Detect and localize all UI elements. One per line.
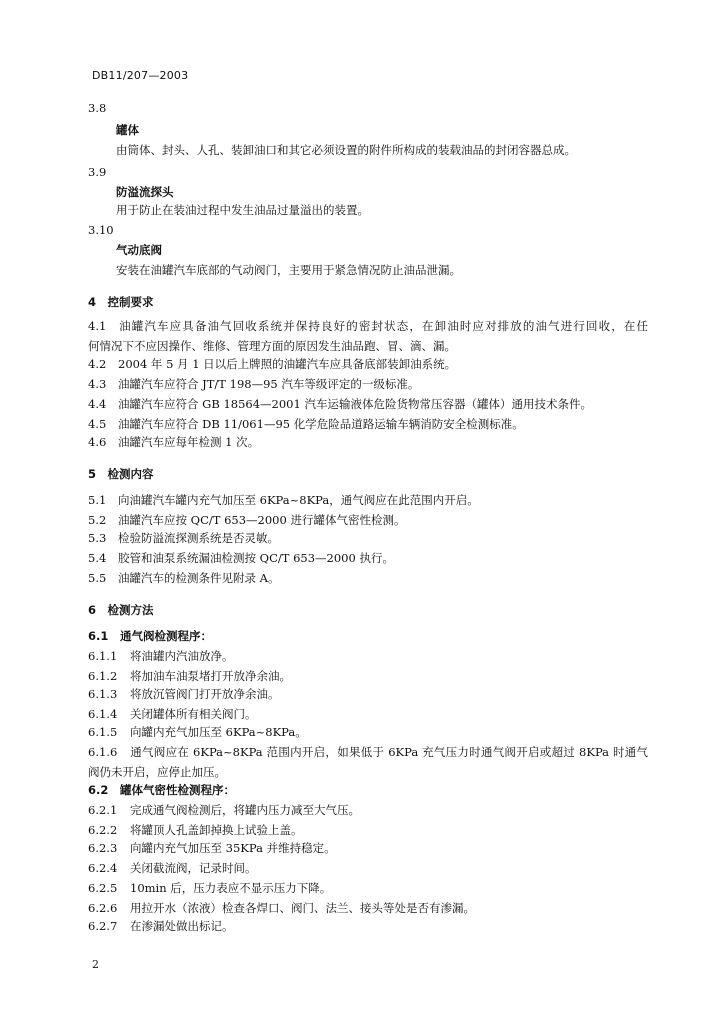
- clause-line: [88, 434, 259, 450]
- clause-number: 6.2.1: [88, 803, 118, 817]
- clause-number: 6.2.2: [88, 823, 118, 837]
- clause-line: [88, 802, 360, 818]
- section-heading: 4 控制要求: [88, 295, 154, 309]
- clause-text: 用拉开水（浓液）检查各焊口、阀门、法兰、接头等处是否有渗漏。: [130, 901, 475, 915]
- clause-text: 2004 年 5 月 1 日以后上牌照的油罐汽车应具备底部装卸油系统。: [118, 357, 457, 371]
- clause-paragraph: [88, 744, 648, 760]
- clause-text: 油罐汽车应具备油气回收系统并保持良好的密封状态，在卸油时应对排放的油气进行回收，在任: [118, 319, 648, 333]
- term-definition: 由筒体、封头、人孔、装卸油口和其它必须设置的附件所构成的装载油品的封闭容器总成。: [116, 143, 576, 157]
- subsection-heading: [88, 628, 212, 644]
- clause-number: 5.5: [88, 571, 107, 585]
- clause-paragraph: [88, 318, 648, 334]
- clause-text: 油罐汽车应符合 GB 18564—2001 汽车运输液体危险货物常压容器（罐体）通用技术条件。: [118, 397, 592, 411]
- clause-text: 向油罐汽车罐内充气加压至 6KPa~8KPa，通气阀应在此范围内开启。: [118, 493, 479, 507]
- clause-number: 6.1.2: [88, 669, 118, 683]
- clause-text: 油罐汽车应每年检测 1 次。: [118, 435, 260, 449]
- clause-text: 胶管和油泵系统漏油检测按 QC/T 653—2000 执行。: [118, 551, 394, 565]
- clause-number: 6.1.3: [88, 687, 118, 701]
- clause-line: [88, 648, 234, 664]
- clause-number: 4.2: [88, 357, 107, 371]
- clause-number: 5.4: [88, 551, 107, 565]
- term-title: 气动底阀: [116, 243, 162, 257]
- clause-number: 4.6: [88, 435, 107, 449]
- clause-text: 通气阀应在 6KPa~8KPa 范围内开启，如果低于 6KPa 充气压力时通气阀开启或超过 8KPa 时通气: [130, 745, 648, 759]
- clause-number: 5.2: [88, 513, 107, 527]
- clause-number: 3.9: [88, 165, 107, 179]
- clause-line: [88, 668, 291, 684]
- clause-text: 10min 后，压力表应不显示压力下降。: [130, 881, 332, 895]
- clause-text: 将放沉管阀门打开放净余油。: [130, 687, 280, 701]
- clause-line: [88, 416, 524, 432]
- term-definition: 安装在油罐汽车底部的气动阀门，主要用于紧急情况防止油品泄漏。: [116, 263, 461, 277]
- clause-line: [88, 570, 279, 586]
- clause-number: 5.3: [88, 531, 107, 545]
- clause-line: [88, 356, 456, 372]
- clause-number: 4.4: [88, 397, 107, 411]
- clause-continuation: 何情况下不应因操作、维修、管理方面的原因发生油品跑、冒、滴、漏。: [88, 339, 456, 353]
- clause-number: 3.10: [88, 223, 114, 237]
- clause-number: 6.2.7: [88, 919, 118, 933]
- clause-text: 关闭罐体所有相关阀门。: [130, 707, 257, 721]
- clause-number: 6.2: [88, 783, 109, 797]
- clause-text: 在渗漏处做出标记。: [130, 919, 234, 933]
- clause-line: [88, 822, 303, 838]
- clause-line: [88, 686, 280, 702]
- clause-number: 6.2.4: [88, 861, 118, 875]
- subsection-heading: [88, 782, 235, 798]
- clause-line: [88, 880, 331, 896]
- clause-number: 6.2.5: [88, 881, 118, 895]
- clause-continuation: 阀仍未开启，应停止加压。: [88, 765, 226, 779]
- clause-line: [88, 724, 307, 740]
- clause-line: [88, 860, 257, 876]
- clause-text: 将罐顶人孔盖卸掉换上试验上盖。: [130, 823, 303, 837]
- clause-number: 5.1: [88, 493, 107, 507]
- clause-line: [88, 918, 234, 934]
- clause-line: [88, 530, 279, 546]
- clause-number: 6.1.4: [88, 707, 118, 721]
- clause-number: 6.1.6: [88, 745, 118, 759]
- clause-line: [88, 706, 257, 722]
- clause-number: 4.1: [88, 319, 107, 333]
- clause-number: 6.1: [88, 629, 109, 643]
- clause-line: [88, 550, 394, 566]
- clause-text: 向罐内充气加压至 35KPa 并维持稳定。: [130, 841, 336, 855]
- clause-text: 将加油车油泵堵打开放净余油。: [130, 669, 291, 683]
- term-title: 防溢流探头: [116, 185, 174, 199]
- clause-text: 检验防溢流探测系统是否灵敏。: [118, 531, 279, 545]
- clause-text: 将油罐内汽油放净。: [130, 649, 234, 663]
- term-definition: 用于防止在装油过程中发生油品过量溢出的装置。: [116, 203, 369, 217]
- clause-text: 油罐汽车应符合 DB 11/061—95 化学危险品道路运输车辆消防安全检测标准。: [118, 417, 524, 431]
- page-number: 2: [92, 958, 99, 971]
- term-title: 罐体: [116, 123, 139, 137]
- clause-number: 4.3: [88, 377, 107, 391]
- clause-line: [88, 376, 419, 392]
- document-code: DB11/207—2003: [92, 69, 189, 82]
- subsection-title: 罐体气密性检测程序：: [120, 783, 235, 797]
- clause-text: 油罐汽车应符合 JT/T 198—95 汽车等级评定的一级标准。: [118, 377, 420, 391]
- clause-number: 4.5: [88, 417, 107, 431]
- clause-number: 6.2.6: [88, 901, 118, 915]
- subsection-title: 通气阀检测程序：: [120, 629, 212, 643]
- clause-number: 6.1.5: [88, 725, 118, 739]
- clause-line: [88, 396, 592, 412]
- clause-number: 6.1.1: [88, 649, 118, 663]
- clause-line: [88, 512, 405, 528]
- clause-text: 油罐汽车应按 QC/T 653—2000 进行罐体气密性检测。: [118, 513, 406, 527]
- section-heading: 5 检测内容: [88, 467, 154, 481]
- clause-number: 6.2.3: [88, 841, 118, 855]
- clause-text: 完成通气阀检测后，将罐内压力减至大气压。: [130, 803, 360, 817]
- clause-line: [88, 492, 479, 508]
- clause-text: 向罐内充气加压至 6KPa~8KPa。: [130, 725, 307, 739]
- clause-text: 油罐汽车的检测条件见附录 A。: [118, 571, 280, 585]
- section-heading: 6 检测方法: [88, 603, 154, 617]
- clause-line: [88, 900, 475, 916]
- clause-text: 关闭截流阀，记录时间。: [130, 861, 257, 875]
- clause-number: 3.8: [88, 101, 107, 115]
- clause-line: [88, 840, 336, 856]
